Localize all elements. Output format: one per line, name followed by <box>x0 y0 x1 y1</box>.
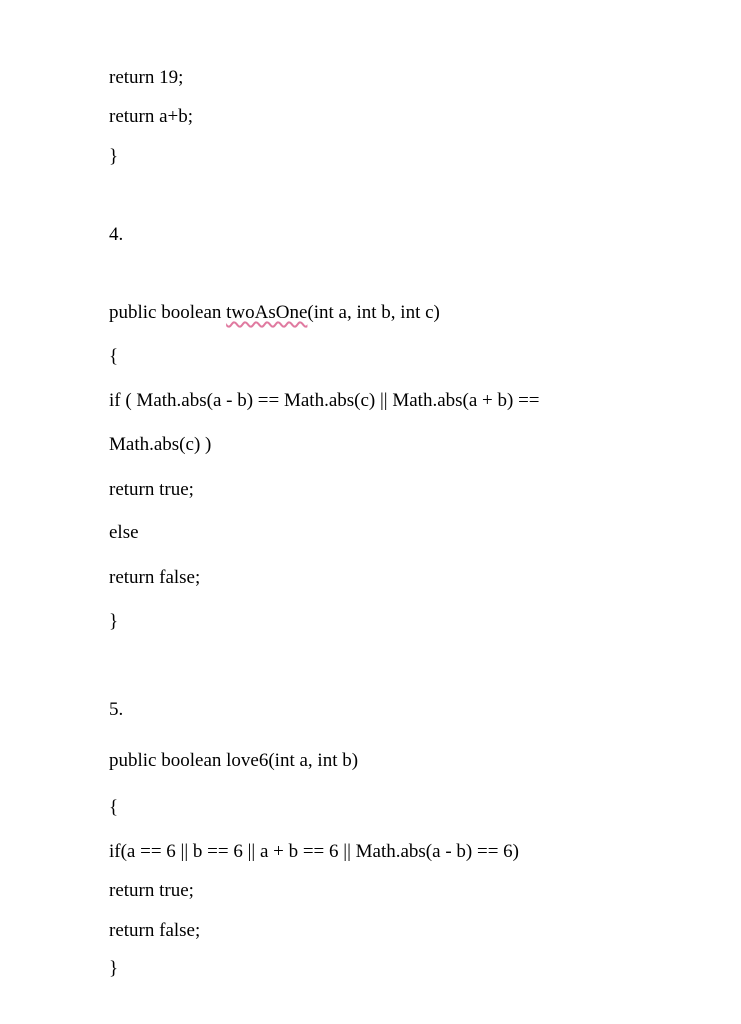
code-line-return-true: return true; <box>109 880 194 901</box>
method-signature-love6: public boolean love6(int a, int b) <box>109 750 359 771</box>
code-line-open-brace: { <box>109 797 119 818</box>
code-line-close-brace: } <box>109 611 119 632</box>
code-line-close-brace: } <box>109 958 119 979</box>
code-line-if-condition: if(a == 6 || b == 6 || a + b == 6 || Math.abs(a - b) == 6) <box>109 841 519 862</box>
code-line-return-true: return true; <box>109 479 194 500</box>
code-line-open-brace: { <box>109 346 119 367</box>
code-line-return-19: return 19; <box>109 67 184 88</box>
signature-prefix: public boolean <box>109 302 227 323</box>
signature-params: (int a, int b, int c) <box>307 302 440 323</box>
code-line-return-false: return false; <box>109 920 201 941</box>
code-line-else: else <box>109 522 139 543</box>
code-line-return-a-plus-b: return a+b; <box>109 106 194 127</box>
section-number-5: 5. <box>109 699 124 720</box>
method-name-spellcheck: twoAsOne <box>226 302 308 323</box>
code-line-if-condition-2: Math.abs(c) ) <box>109 434 212 455</box>
code-line-close-brace: } <box>109 146 119 167</box>
code-line-return-false: return false; <box>109 567 201 588</box>
code-line-if-condition-1: if ( Math.abs(a - b) == Math.abs(c) || Math.abs(a + b) == <box>109 390 540 411</box>
method-signature-twoAsOne <box>109 302 440 324</box>
section-number-4: 4. <box>109 224 124 245</box>
